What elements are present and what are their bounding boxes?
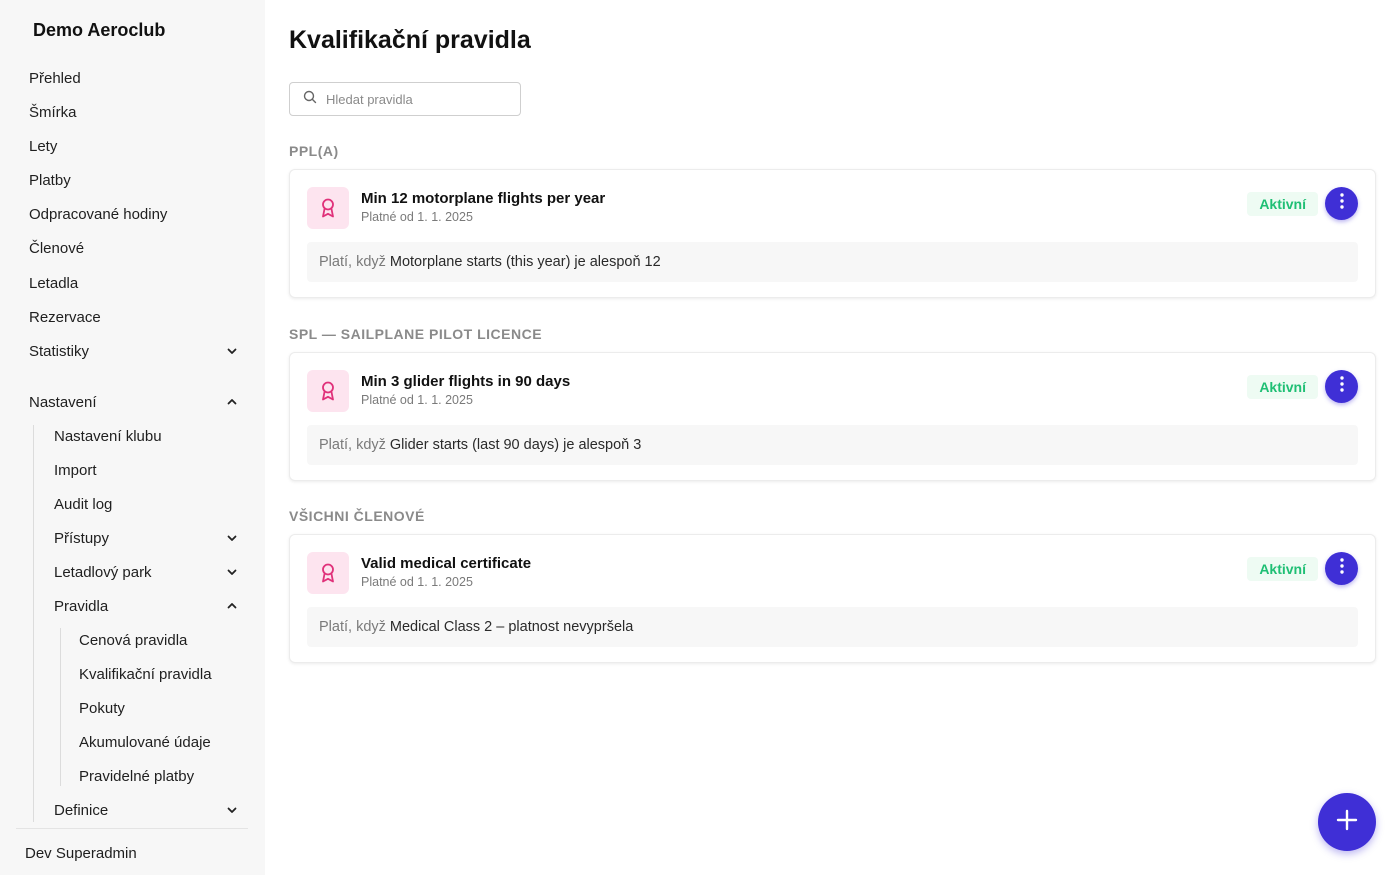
sidebar-item-label: Nastavení [29,393,97,411]
more-actions-button[interactable] [1325,552,1358,585]
sidebar-item-import[interactable] [54,455,239,485]
plus-icon [1336,809,1358,836]
sidebar-item-label: Import [54,461,97,479]
sidebar-item-label: Letadla [29,274,79,292]
sidebar-item-nastaveni[interactable] [29,387,239,417]
rule-card[interactable] [289,352,1376,481]
rule-title: Min 12 motorplane flights per year [361,190,606,207]
status-badge: Aktivní [1247,557,1318,581]
sidebar-item-pravidla[interactable] [54,591,239,621]
chevron-up-icon [225,395,239,409]
sidebar-item-label: Statistiky [29,342,90,360]
sidebar-item-label: Odpracované hodiny [29,205,168,223]
sidebar-item-label: Definice [54,801,109,819]
sidebar [0,0,265,875]
sidebar-item-statistiky[interactable] [29,336,239,366]
sidebar-item-label: Lety [29,137,58,155]
sidebar-item-label: Šmírka [29,103,77,121]
sidebar-item-prehled[interactable] [29,63,239,93]
condition-text: Medical Class 2 – platnost nevypršela [389,619,634,635]
club-name: Demo Aeroclub [33,20,166,40]
group-title: PPL(A) [289,143,339,159]
search-input[interactable] [326,92,506,107]
sidebar-item-label: Přehled [29,69,81,87]
rule-card[interactable] [289,534,1376,663]
sidebar-item-label: Pravidla [54,597,109,615]
sidebar-item-label: Nastavení klubu [54,427,162,445]
sidebar-item-odpracovane-hodiny[interactable] [29,199,239,229]
rule-title: Min 3 glider flights in 90 days [361,373,571,390]
sidebar-item-label: Platby [29,171,71,189]
sidebar-item-label: Pravidelné platby [79,767,195,785]
rule-valid-from: Platné od 1. 1. 2025 [361,210,473,224]
condition-text: Glider starts (last 90 days) je alespoň 3 [389,437,642,453]
sidebar-item-label: Pokuty [79,699,125,717]
sidebar-item-label: Přístupy [54,529,110,547]
sidebar-item-label: Audit log [54,495,113,513]
tree-line [60,628,61,786]
rule-condition [307,607,1358,647]
sidebar-item-label: Letadlový park [54,563,152,581]
award-ribbon-icon [307,552,349,594]
condition-text: Motorplane starts (this year) je alespoň 12 [389,254,661,270]
page-title: Kvalifikační pravidla [289,26,531,54]
sidebar-item-cenova-pravidla[interactable] [79,625,239,655]
sidebar-item-label: Členové [29,239,85,257]
condition-prefix: Platí, když [319,619,386,635]
sidebar-item-letadlovy-park[interactable] [54,557,239,587]
condition-prefix: Platí, když [319,254,386,270]
status-badge: Aktivní [1247,192,1318,216]
status-badge: Aktivní [1247,375,1318,399]
rule-valid-from: Platné od 1. 1. 2025 [361,393,473,407]
group-title: SPL — SAILPLANE PILOT LICENCE [289,326,543,342]
sidebar-item-platby[interactable] [29,165,239,195]
sidebar-item-smirka[interactable] [29,97,239,127]
divider [16,828,248,829]
sidebar-item-rezervace[interactable] [29,302,239,332]
group-title: VŠICHNI ČLENOVÉ [289,508,425,524]
sidebar-item-pokuty[interactable] [79,693,239,723]
tree-line [33,425,34,822]
rule-condition [307,242,1358,282]
more-actions-button[interactable] [1325,370,1358,403]
sidebar-item-pristupy[interactable] [54,523,239,553]
search-icon [303,90,317,109]
sidebar-item-kvalifikacni-pravidla[interactable] [79,659,239,689]
sidebar-item-definice[interactable] [54,795,239,825]
sidebar-item-pravidelne-platby[interactable] [79,761,239,791]
add-rule-button[interactable] [1318,793,1376,851]
sidebar-item-label: Cenová pravidla [79,631,188,649]
sidebar-item-nastaveni-klubu[interactable] [54,421,239,451]
more-actions-button[interactable] [1325,187,1358,220]
rule-title: Valid medical certificate [361,555,532,572]
current-user[interactable]: Dev Superadmin [25,845,137,862]
award-ribbon-icon [307,370,349,412]
sidebar-item-audit-log[interactable] [54,489,239,519]
more-vertical-icon [1340,376,1344,397]
chevron-down-icon [225,531,239,545]
sidebar-item-lety[interactable] [29,131,239,161]
sidebar-item-letadla[interactable] [29,268,239,298]
sidebar-item-label: Akumulované údaje [79,733,211,751]
search-box[interactable] [289,82,521,116]
sidebar-item-label: Kvalifikační pravidla [79,665,212,683]
sidebar-item-clenove[interactable] [29,233,239,263]
chevron-down-icon [225,344,239,358]
chevron-down-icon [225,803,239,817]
chevron-down-icon [225,565,239,579]
condition-prefix: Platí, když [319,437,386,453]
rule-card[interactable] [289,169,1376,298]
award-ribbon-icon [307,187,349,229]
sidebar-item-label: Rezervace [29,308,101,326]
rule-valid-from: Platné od 1. 1. 2025 [361,575,473,589]
more-vertical-icon [1340,558,1344,579]
chevron-up-icon [225,599,239,613]
rule-condition [307,425,1358,465]
more-vertical-icon [1340,193,1344,214]
sidebar-item-akumulovane-udaje[interactable] [79,727,239,757]
